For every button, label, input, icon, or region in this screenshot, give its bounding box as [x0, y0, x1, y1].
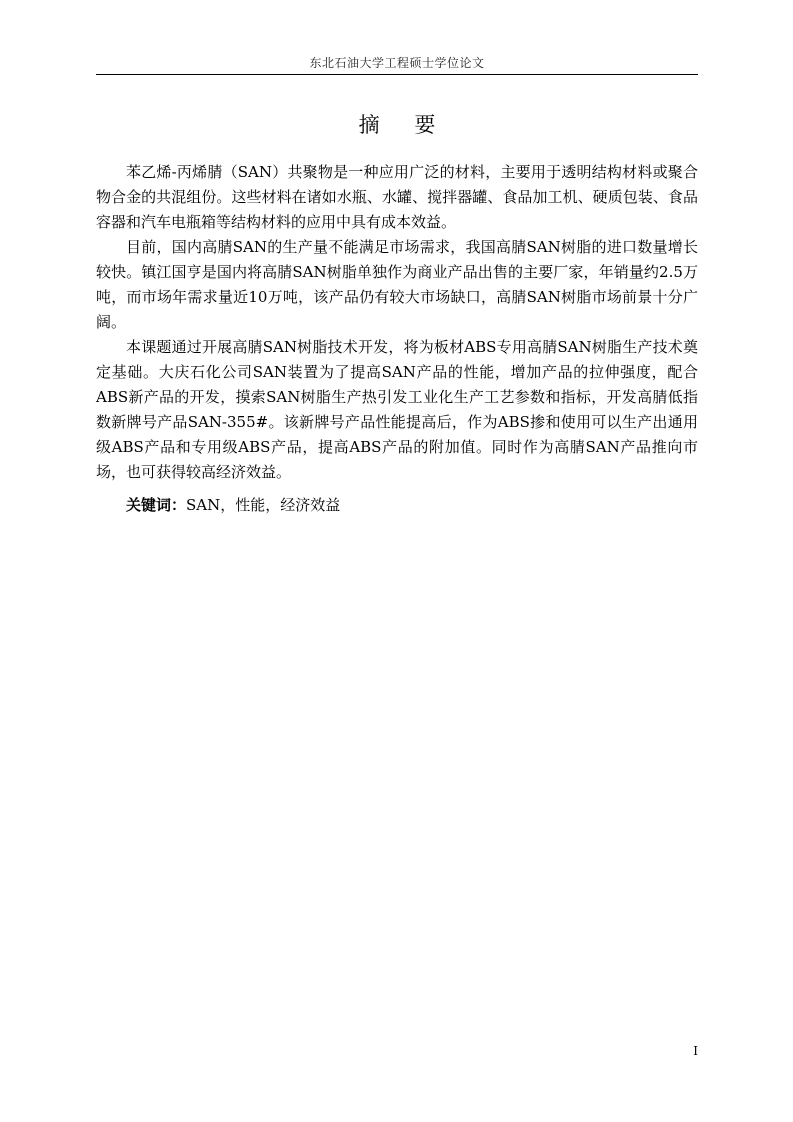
running-header: 东北石油大学工程硕士学位论文 — [309, 56, 485, 70]
abstract-paragraph-2: 目前，国内高腈SAN的生产量不能满足市场需求，我国高腈SAN树脂的进口数量增长较快。镇江国亨是国内将高腈SAN树脂单独作为商业产品出售的主要厂家，年销量约2.5万吨，而市场年需求量近10万吨，该产品仍有较大市场缺口，高腈SAN树脂市场前景十分广阔。 — [96, 238, 698, 331]
abstract-paragraph-3: 本课题通过开展高腈SAN树脂技术开发，将为板材ABS专用高腈SAN树脂生产技术奠定基础。大庆石化公司SAN装置为了提高SAN产品的性能，增加产品的拉伸强度，配合ABS新产品的开发，摸索SAN树脂生产热引发工业化生产工艺参数和指标，开发高腈低指数新牌号产品SAN-355#。该新牌号产品性能提高后，作为ABS掺和使用可以生产出通用级ABS产品和专用级ABS产品，提高ABS产品的附加值。同时作为高腈SAN产品推向市场，也可获得较高经济效益。 — [96, 338, 698, 481]
abstract-body — [96, 160, 698, 518]
page-number: I — [693, 1044, 698, 1058]
keywords-line — [96, 493, 698, 518]
abstract-title: 摘 要 — [358, 113, 450, 137]
keywords-label: 关键词： — [126, 496, 187, 514]
keywords-value: SAN，性能，经济效益 — [186, 496, 341, 514]
abstract-paragraph-1: 苯乙烯-丙烯腈（SAN）共聚物是一种应用广泛的材料，主要用于透明结构材料或聚合物合金的共混组份。这些材料在诸如水瓶、水罐、搅拌器罐、食品加工机、硬质包装、食品容器和汽车电瓶箱等结构材料的应用中具有成本效益。 — [96, 163, 698, 231]
header-divider — [96, 74, 698, 75]
